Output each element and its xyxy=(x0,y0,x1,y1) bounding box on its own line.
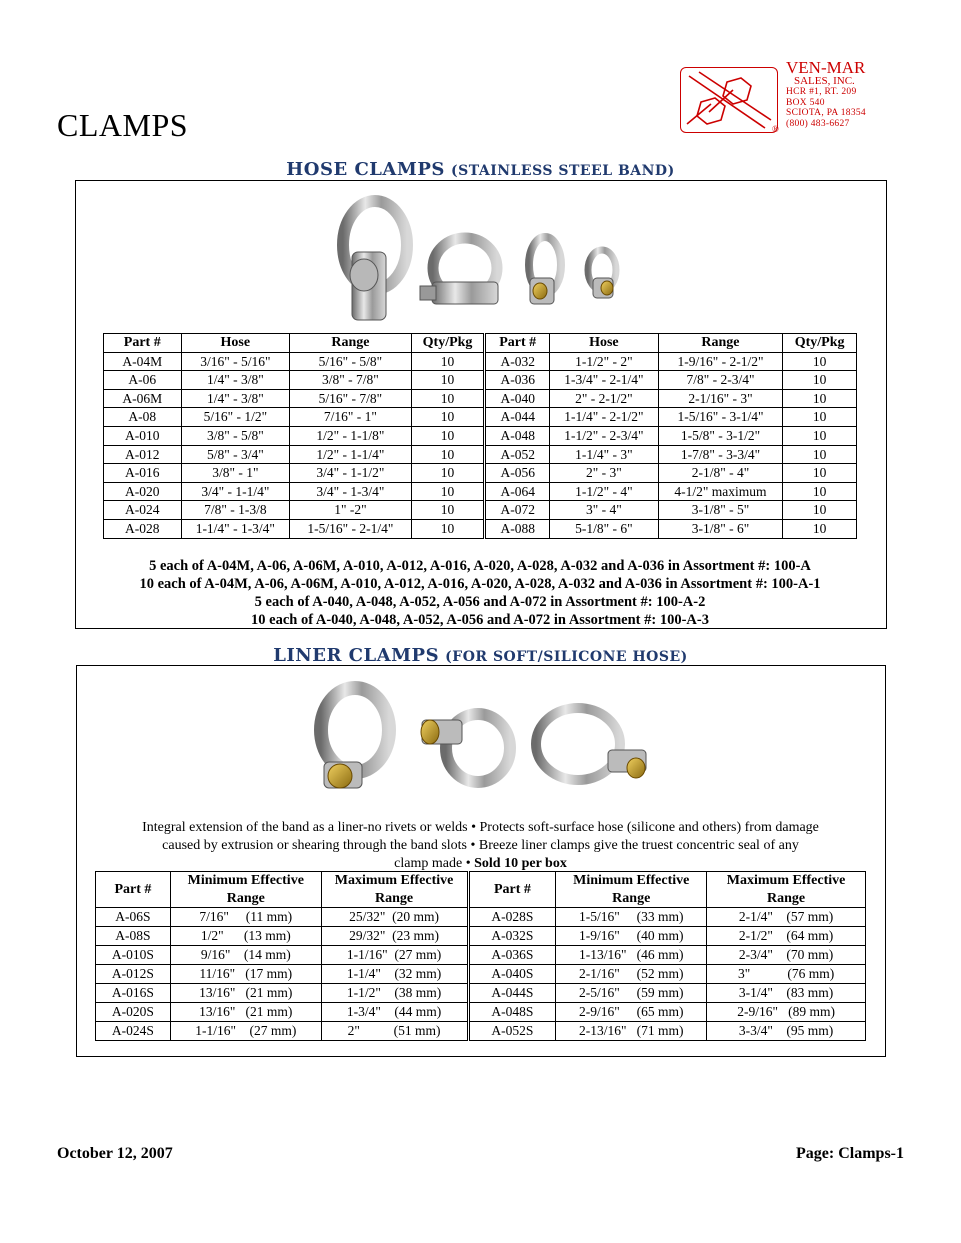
table-cell: 2-13/16" (71 mm) xyxy=(556,1022,707,1041)
table-cell: 1/4" - 3/8" xyxy=(181,389,290,408)
table-cell: A-016 xyxy=(104,464,182,483)
table-cell: 10 xyxy=(411,501,485,520)
table-cell: 1-1/4" - 3" xyxy=(550,445,659,464)
table-cell: 3/8" - 5/8" xyxy=(181,426,290,445)
table-cell: 10 xyxy=(411,464,485,483)
table-cell: 10 xyxy=(783,389,857,408)
table-cell: 1/2" - 1-1/8" xyxy=(290,426,412,445)
table-cell: 10 xyxy=(783,519,857,538)
table-cell: 3/4" - 1-1/4" xyxy=(181,482,290,501)
table-cell: 1-1/4" - 1-3/4" xyxy=(181,519,290,538)
table-cell: A-048 xyxy=(485,426,550,445)
table-row xyxy=(104,408,857,427)
header-range: Range xyxy=(290,334,412,353)
table-cell: A-010S xyxy=(96,946,171,965)
table-cell: A-04M xyxy=(104,352,182,371)
table-cell: A-024S xyxy=(96,1022,171,1041)
table-cell: 7/8" - 1-3/8 xyxy=(181,501,290,520)
table-cell: A-016S xyxy=(96,984,171,1003)
table-cell: 10 xyxy=(783,352,857,371)
table-cell: A-012 xyxy=(104,445,182,464)
table-cell: 10 xyxy=(783,482,857,501)
table-cell: A-040S xyxy=(468,965,556,984)
table-cell: 3-3/4" (95 mm) xyxy=(707,1022,866,1041)
ven-mar-logo xyxy=(678,60,900,138)
liner-desc-line-1: Integral extension of the band as a liner-no rivets or welds • Protects soft-surface hose (silicone and others) from damage xyxy=(142,820,819,835)
header-max-range: Maximum Effective Range xyxy=(707,872,866,908)
table-cell: 10 xyxy=(783,371,857,390)
table-row xyxy=(104,464,857,483)
table-cell: 11/16" (17 mm) xyxy=(170,965,321,984)
table-cell: 3" - 4" xyxy=(550,501,659,520)
table-cell: 5/16" - 7/8" xyxy=(290,389,412,408)
table-cell: 1" -2" xyxy=(290,501,412,520)
bolt-nut-icon xyxy=(681,68,777,132)
table-cell: 1-1/2" - 2-3/4" xyxy=(550,426,659,445)
logo-address-1: HCR #1, RT. 209 xyxy=(786,87,857,97)
table-row xyxy=(96,908,866,927)
liner-clamps-table xyxy=(95,871,866,1041)
table-cell: A-032S xyxy=(468,927,556,946)
table-cell: 5/8" - 3/4" xyxy=(181,445,290,464)
table-cell: 7/16" - 1" xyxy=(290,408,412,427)
table-cell: A-040 xyxy=(485,389,550,408)
header-part: Part # xyxy=(104,334,182,353)
table-cell: 10 xyxy=(783,445,857,464)
table-cell: 10 xyxy=(411,482,485,501)
table-cell: 3/4" - 1-1/2" xyxy=(290,464,412,483)
table-cell: 1-1/16" (27 mm) xyxy=(321,946,468,965)
header-qty: Qty/Pkg xyxy=(411,334,485,353)
table-cell: 1-5/16" - 2-1/4" xyxy=(290,519,412,538)
table-cell: 1-5/16" (33 mm) xyxy=(556,908,707,927)
table-cell: 1/2" - 1-1/4" xyxy=(290,445,412,464)
table-cell: A-024 xyxy=(104,501,182,520)
table-cell: A-020 xyxy=(104,482,182,501)
liner-title: LINER CLAMPS xyxy=(273,645,440,666)
liner-description xyxy=(95,819,866,873)
liner-desc-line-3: clamp made • xyxy=(394,856,475,871)
table-cell: A-036 xyxy=(485,371,550,390)
table-row xyxy=(104,519,857,538)
table-cell: A-088 xyxy=(485,519,550,538)
table-cell: 9/16" (14 mm) xyxy=(170,946,321,965)
table-cell: A-08S xyxy=(96,927,171,946)
logo-address-3: SCIOTA, PA 18354 xyxy=(786,108,866,118)
table-row xyxy=(104,426,857,445)
table-cell: 2-3/4" (70 mm) xyxy=(707,946,866,965)
table-cell: A-048S xyxy=(468,1003,556,1022)
hose-section-title xyxy=(0,159,961,180)
table-row xyxy=(96,1022,866,1041)
table-cell: 1-9/16" - 2-1/2" xyxy=(658,352,783,371)
table-cell: 3/8" - 1" xyxy=(181,464,290,483)
header-min-range: Minimum Effective Range xyxy=(170,872,321,908)
table-cell: 2" - 2-1/2" xyxy=(550,389,659,408)
table-row xyxy=(96,927,866,946)
table-cell: 4-1/2" maximum xyxy=(658,482,783,501)
liner-clamps-photo xyxy=(310,680,660,805)
table-cell: 1-1/2" - 2" xyxy=(550,352,659,371)
table-cell: 1-5/16" - 3-1/4" xyxy=(658,408,783,427)
table-cell: 10 xyxy=(411,389,485,408)
header-range: Range xyxy=(658,334,783,353)
table-cell: 10 xyxy=(783,501,857,520)
table-cell: 13/16" (21 mm) xyxy=(170,1003,321,1022)
table-cell: 2-1/4" (57 mm) xyxy=(707,908,866,927)
header-hose: Hose xyxy=(181,334,290,353)
hose-clamps-table xyxy=(103,333,857,539)
table-cell: 3/8" - 7/8" xyxy=(290,371,412,390)
table-row xyxy=(104,482,857,501)
table-cell: 2-1/16" (52 mm) xyxy=(556,965,707,984)
table-cell: 7/16" (11 mm) xyxy=(170,908,321,927)
table-row xyxy=(96,946,866,965)
table-cell: 2-9/16" (65 mm) xyxy=(556,1003,707,1022)
table-cell: A-032 xyxy=(485,352,550,371)
table-cell: A-028S xyxy=(468,908,556,927)
footer-page-number: Page: Clamps-1 xyxy=(796,1145,904,1162)
hose-table-header xyxy=(104,334,857,353)
table-cell: A-044S xyxy=(468,984,556,1003)
table-cell: 1-1/2" - 4" xyxy=(550,482,659,501)
table-cell: A-036S xyxy=(468,946,556,965)
assortment-line: 10 each of A-040, A-048, A-052, A-056 and A-072 in Assortment #: 100-A-3 xyxy=(251,612,709,628)
table-cell: A-056 xyxy=(485,464,550,483)
table-row xyxy=(104,445,857,464)
table-cell: 1-9/16" (40 mm) xyxy=(556,927,707,946)
logo-sales: SALES, INC. xyxy=(794,75,855,87)
table-cell: A-044 xyxy=(485,408,550,427)
table-cell: A-028 xyxy=(104,519,182,538)
liner-subtitle: (FOR SOFT/SILICONE HOSE) xyxy=(445,649,688,665)
table-cell: 2-1/8" - 4" xyxy=(658,464,783,483)
logo-registered-mark: ® xyxy=(772,124,779,134)
table-cell: 5-1/8" - 6" xyxy=(550,519,659,538)
table-row xyxy=(96,965,866,984)
table-cell: 13/16" (21 mm) xyxy=(170,984,321,1003)
liner-section-title xyxy=(0,645,961,666)
table-cell: 3" (76 mm) xyxy=(707,965,866,984)
logo-address-2: BOX 540 xyxy=(786,97,825,108)
assortment-line: 5 each of A-040, A-048, A-052, A-056 and A-072 in Assortment #: 100-A-2 xyxy=(254,594,706,610)
table-cell: 1/2" (13 mm) xyxy=(170,927,321,946)
table-cell: 10 xyxy=(411,371,485,390)
assortment-line: 10 each of A-04M, A-06, A-06M, A-010, A-012, A-016, A-020, A-028, A-032 and A-036 in Assortment #: 100-A-1 xyxy=(139,576,821,592)
table-cell: 1-1/2" (38 mm) xyxy=(321,984,468,1003)
table-cell: A-064 xyxy=(485,482,550,501)
table-cell: 1-1/4" - 2-1/2" xyxy=(550,408,659,427)
table-cell: 1-13/16" (46 mm) xyxy=(556,946,707,965)
table-cell: 1/4" - 3/8" xyxy=(181,371,290,390)
hose-clamps-photo xyxy=(330,190,630,330)
header-min-range: Minimum Effective Range xyxy=(556,872,707,908)
table-cell: 2-1/16" - 3" xyxy=(658,389,783,408)
table-cell: 10 xyxy=(411,408,485,427)
table-cell: 1-5/8" - 3-1/2" xyxy=(658,426,783,445)
table-cell: 3/16" - 5/16" xyxy=(181,352,290,371)
header-hose: Hose xyxy=(550,334,659,353)
hose-subtitle: (STAINLESS STEEL BAND) xyxy=(450,163,675,179)
header-part: Part # xyxy=(96,872,171,908)
table-cell: 10 xyxy=(411,519,485,538)
table-cell: 1-3/4" (44 mm) xyxy=(321,1003,468,1022)
liner-desc-bold: Sold 10 per box xyxy=(474,856,567,871)
table-cell: 3-1/4" (83 mm) xyxy=(707,984,866,1003)
logo-company-name: VEN-MAR xyxy=(786,58,866,77)
header-part: Part # xyxy=(468,872,556,908)
table-cell: 3-1/8" - 6" xyxy=(658,519,783,538)
table-row xyxy=(104,371,857,390)
table-cell: A-06S xyxy=(96,908,171,927)
page-title: CLAMPS xyxy=(57,107,189,143)
table-cell: 1-1/16" (27 mm) xyxy=(170,1022,321,1041)
table-row xyxy=(104,389,857,408)
table-cell: A-06M xyxy=(104,389,182,408)
table-cell: 2-5/16" (59 mm) xyxy=(556,984,707,1003)
table-cell: 3/4" - 1-3/4" xyxy=(290,482,412,501)
assortment-line: 5 each of A-04M, A-06, A-06M, A-010, A-012, A-016, A-020, A-028, A-032 and A-036 in Assortment #: 100-A xyxy=(149,558,811,574)
table-cell: A-072 xyxy=(485,501,550,520)
table-cell: 1-3/4" - 2-1/4" xyxy=(550,371,659,390)
table-row xyxy=(104,501,857,520)
table-cell: 10 xyxy=(783,464,857,483)
table-cell: 2-1/2" (64 mm) xyxy=(707,927,866,946)
table-cell: A-052 xyxy=(485,445,550,464)
footer-date: October 12, 2007 xyxy=(57,1145,173,1162)
hose-title: HOSE CLAMPS xyxy=(286,159,445,180)
table-cell: 1-1/4" (32 mm) xyxy=(321,965,468,984)
table-cell: 7/8" - 2-3/4" xyxy=(658,371,783,390)
table-cell: A-052S xyxy=(468,1022,556,1041)
table-cell: 2" (51 mm) xyxy=(321,1022,468,1041)
table-cell: 29/32" (23 mm) xyxy=(321,927,468,946)
table-cell: 25/32" (20 mm) xyxy=(321,908,468,927)
logo-bolt-graphic xyxy=(680,67,778,133)
table-cell: A-020S xyxy=(96,1003,171,1022)
table-cell: A-08 xyxy=(104,408,182,427)
table-row xyxy=(96,984,866,1003)
liner-table-header xyxy=(96,872,866,908)
table-row xyxy=(96,1003,866,1022)
table-cell: 10 xyxy=(783,408,857,427)
table-cell: 10 xyxy=(783,426,857,445)
table-cell: 10 xyxy=(411,352,485,371)
table-cell: 3-1/8" - 5" xyxy=(658,501,783,520)
table-cell: 2" - 3" xyxy=(550,464,659,483)
table-row xyxy=(104,352,857,371)
table-cell: 5/16" - 1/2" xyxy=(181,408,290,427)
table-cell: 2-9/16" (89 mm) xyxy=(707,1003,866,1022)
header-qty: Qty/Pkg xyxy=(783,334,857,353)
table-cell: 1-7/8" - 3-3/4" xyxy=(658,445,783,464)
liner-desc-line-2: caused by extrusion or shearing through the band slots • Breeze liner clamps give the truest concentric seal of any xyxy=(162,838,799,853)
table-cell: A-010 xyxy=(104,426,182,445)
table-cell: A-012S xyxy=(96,965,171,984)
table-cell: A-06 xyxy=(104,371,182,390)
header-max-range: Maximum Effective Range xyxy=(321,872,468,908)
table-cell: 5/16" - 5/8" xyxy=(290,352,412,371)
header-part: Part # xyxy=(485,334,550,353)
table-cell: 10 xyxy=(411,426,485,445)
table-cell: 10 xyxy=(411,445,485,464)
logo-phone: (800) 483-6627 xyxy=(786,118,850,129)
